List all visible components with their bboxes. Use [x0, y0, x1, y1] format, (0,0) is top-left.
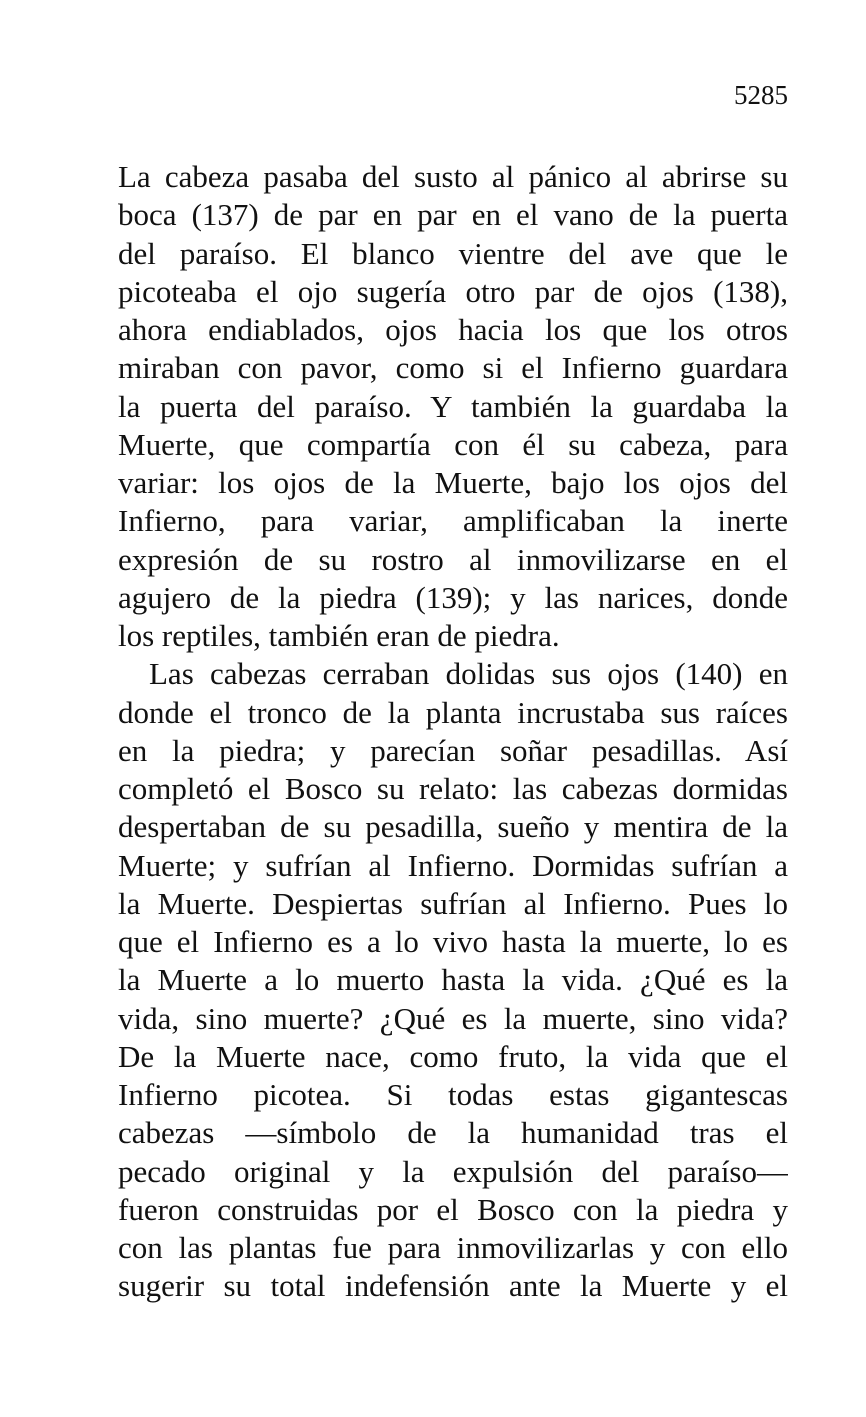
text-line: agujero de la piedra (139); y las narices, donde — [118, 579, 788, 615]
text-line: sugerir su total indefensión ante la Muerte y el — [118, 1268, 788, 1304]
text-line: completó el Bosco su relato: las cabezas dormidas — [118, 771, 788, 806]
text-line: la puerta del paraíso. Y también la guardaba la — [118, 388, 788, 424]
text-line: boca (137) de par en par en el vano de la puerta — [118, 197, 788, 233]
body-text — [118, 158, 788, 1306]
text-line: Muerte, que compartía con él su cabeza, para — [118, 426, 788, 462]
text-line: La cabeza pasaba del susto al pánico al abrirse su — [118, 159, 788, 194]
text-line: Infierno picotea. Si todas estas gigantescas — [118, 1077, 788, 1112]
text-line: que el Infierno es a lo vivo hasta la muerte, lo es — [118, 924, 788, 959]
text-line: del paraíso. El blanco vientre del ave que le — [118, 235, 788, 271]
text-line: De la Muerte nace, como fruto, la vida que el — [118, 1038, 788, 1074]
text-line: fueron construidas por el Bosco con la piedra y — [118, 1191, 788, 1227]
text-line: variar: los ojos de la Muerte, bajo los ojos del — [118, 465, 788, 500]
text-line: miraban con pavor, como si el Infierno guardara — [118, 350, 788, 386]
page-number: 5285 — [734, 80, 788, 110]
text-line: Muerte; y sufrían al Infierno. Dormidas sufrían a — [118, 847, 788, 883]
text-line: la Muerte. Despiertas sufrían al Infierno. Pues lo — [118, 885, 788, 921]
text-line: la Muerte a lo muerto hasta la vida. ¿Qué es la — [118, 962, 788, 998]
text-line-first: Las cabezas cerraban dolidas sus ojos (140) en — [149, 656, 788, 692]
text-line: pecado original y la expulsión del paraíso— — [118, 1153, 788, 1189]
text-line: cabezas —símbolo de la humanidad tras el — [118, 1115, 788, 1151]
text-line: donde el tronco de la planta incrustaba sus raíces — [118, 694, 788, 730]
text-line: en la piedra; y parecían soñar pesadillas. Así — [118, 732, 788, 768]
paragraph-2 — [118, 655, 788, 1305]
text-line-last: los reptiles, también eran de piedra. — [118, 618, 560, 653]
paragraph-1 — [118, 158, 788, 655]
text-line: con las plantas fue para inmovilizarlas y con ello — [118, 1230, 788, 1265]
text-line: picoteaba el ojo sugería otro par de ojos (138), — [118, 273, 788, 309]
text-line: vida, sino muerte? ¿Qué es la muerte, sino vida? — [118, 1000, 788, 1036]
text-line: ahora endiablados, ojos hacia los que los otros — [118, 312, 788, 347]
text-line: expresión de su rostro al inmovilizarse en el — [118, 541, 788, 577]
text-line: Infierno, para variar, amplificaban la inerte — [118, 503, 788, 539]
text-line: despertaban de su pesadilla, sueño y mentira de la — [118, 809, 788, 845]
